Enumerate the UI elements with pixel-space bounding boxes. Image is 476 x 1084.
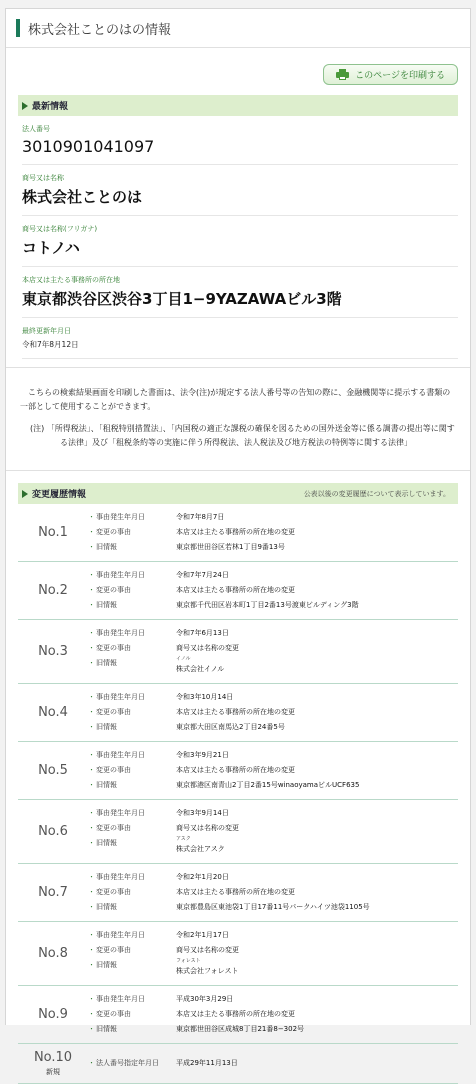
history-row (18, 1044, 458, 1084)
history-field-value (176, 583, 458, 598)
history-field-text: 平成29年11月13日 (176, 1059, 238, 1067)
history-field-value (176, 943, 458, 958)
history-number-text: No.8 (38, 946, 68, 961)
bullet-icon: ・ (88, 751, 95, 759)
history-field (88, 510, 458, 525)
latest-info-heading-label: 最新情報 (32, 102, 69, 112)
history-number (18, 763, 88, 778)
history-field-value (176, 885, 458, 900)
bullet-icon: ・ (88, 873, 95, 881)
history-field-value (176, 1022, 458, 1037)
history-field-value (176, 748, 458, 763)
history-number-text: No.5 (38, 763, 68, 778)
history-field-text: 本店又は主たる事務所の所在地の変更 (176, 888, 295, 896)
history-fields (88, 510, 458, 555)
bullet-icon: ・ (88, 693, 95, 701)
history-field-text: 東京都世田谷区成城8丁目21番8−302号 (176, 1025, 305, 1033)
history-field-label: 事由発生年月日 (96, 995, 145, 1003)
history-field-value (176, 540, 458, 555)
history-row (18, 620, 458, 684)
info-value: 3010901041097 (22, 137, 155, 156)
history-field-text: 令和7年6月13日 (176, 629, 229, 637)
history-field-text: 本店又は主たる事務所の所在地の変更 (176, 708, 295, 716)
history-field-value (176, 928, 458, 943)
history-field-label: 法人番号指定年月日 (96, 1059, 159, 1067)
history-number (18, 644, 88, 659)
history-field (88, 525, 458, 540)
corporate-info-page (5, 8, 471, 1076)
history-field-value (176, 900, 458, 915)
history-field-value (176, 656, 458, 677)
history-field (88, 763, 458, 778)
history-field (88, 836, 458, 857)
page-title: 株式会社ことのはの情報 (28, 22, 172, 38)
history-field-text: 株式会社イノル (176, 665, 225, 673)
history-fields (88, 928, 458, 979)
history-field-text: 令和7年8月7日 (176, 513, 225, 521)
bullet-icon: ・ (88, 766, 95, 774)
info-item (22, 318, 458, 359)
history-row (18, 864, 458, 922)
history-list (6, 504, 470, 1084)
history-field (88, 943, 458, 958)
history-field-text: 令和2年1月20日 (176, 873, 229, 881)
history-field (88, 540, 458, 555)
bullet-icon: ・ (88, 1010, 95, 1018)
bullet-icon: ・ (88, 586, 95, 594)
bullet-icon: ・ (88, 543, 95, 551)
info-value: 株式会社ことのは (22, 188, 143, 206)
printer-icon (336, 69, 349, 80)
history-field-text: 令和2年1月17日 (176, 931, 229, 939)
history-number (18, 946, 88, 961)
bullet-icon: ・ (88, 809, 95, 817)
history-field-label: 変更の事由 (96, 946, 131, 954)
history-field (88, 885, 458, 900)
print-page-button[interactable] (323, 64, 458, 85)
history-heading (18, 483, 458, 504)
history-row (18, 684, 458, 742)
bullet-icon: ・ (88, 528, 95, 536)
info-item (22, 165, 458, 216)
history-number (18, 583, 88, 598)
history-field-label: 事由発生年月日 (96, 809, 145, 817)
history-field-label: 事由発生年月日 (96, 571, 145, 579)
history-field-value (176, 958, 458, 979)
triangle-bullet-icon (22, 490, 28, 498)
history-field (88, 958, 458, 979)
history-field-value (176, 870, 458, 885)
latest-info-list (6, 116, 470, 359)
history-fields (88, 870, 458, 915)
history-number-text: No.2 (38, 583, 68, 598)
history-field-value (176, 1007, 458, 1022)
bullet-icon: ・ (88, 839, 95, 847)
history-field-text: 東京都世田谷区若林1丁目9番13号 (176, 543, 285, 551)
history-heading-label: 変更履歴情報 (32, 490, 87, 500)
history-row (18, 986, 458, 1044)
bullet-icon: ・ (88, 513, 95, 521)
history-field-label: 変更の事由 (96, 766, 131, 774)
history-field-label: 旧情報 (96, 961, 117, 969)
furigana: フォレスト (176, 958, 201, 964)
new-badge: 新規 (46, 1068, 60, 1076)
history-fields (88, 1056, 458, 1071)
history-number-text: No.1 (38, 525, 68, 540)
history-field-label: 変更の事由 (96, 586, 131, 594)
bullet-icon: ・ (88, 888, 95, 896)
history-field-text: 東京都豊島区東池袋1丁目17番11号パークハイツ池袋1105号 (176, 903, 370, 911)
history-field-label: 旧情報 (96, 1025, 117, 1033)
history-field-text: 株式会社フォレスト (176, 967, 239, 975)
history-field-text: 商号又は名称の変更 (176, 824, 239, 832)
history-fields (88, 626, 458, 677)
history-field-text: 本店又は主たる事務所の所在地の変更 (176, 1010, 295, 1018)
history-number-text: No.9 (38, 1007, 68, 1022)
history-field-text: 商号又は名称の変更 (176, 946, 239, 954)
history-field-value (176, 568, 458, 583)
history-fields (88, 992, 458, 1037)
history-field-value (176, 690, 458, 705)
history-field-label: 旧情報 (96, 543, 117, 551)
history-field-text: 株式会社アスク (176, 845, 225, 853)
history-field-value (176, 510, 458, 525)
history-number-text: No.6 (38, 824, 68, 839)
info-label: 本店又は主たる事務所の所在地 (22, 276, 120, 284)
bullet-icon: ・ (88, 659, 95, 667)
bullet-icon: ・ (88, 931, 95, 939)
history-field-value (176, 720, 458, 735)
history-number-text: No.4 (38, 705, 68, 720)
history-field-label: 旧情報 (96, 903, 117, 911)
history-field-value (176, 626, 458, 641)
history-number-text: No.7 (38, 885, 68, 900)
history-field-text: 東京都千代田区岩本町1丁目2番13号渡東ビルディング3階 (176, 601, 359, 609)
history-field-value (176, 763, 458, 778)
history-number (18, 1007, 88, 1022)
bullet-icon: ・ (88, 995, 95, 1003)
history-field (88, 1007, 458, 1022)
history-row (18, 562, 458, 620)
history-field-text: 本店又は主たる事務所の所在地の変更 (176, 766, 295, 774)
history-fields (88, 690, 458, 735)
print-notice (6, 367, 470, 471)
history-number-text: No.10 (33, 1050, 73, 1065)
history-field-text: 令和3年9月14日 (176, 809, 229, 817)
history-field (88, 656, 458, 677)
history-field-label: 事由発生年月日 (96, 931, 145, 939)
history-field-text: 本店又は主たる事務所の所在地の変更 (176, 528, 295, 536)
info-item (22, 267, 458, 318)
history-field-label: 旧情報 (96, 781, 117, 789)
history-field-text: 東京都大田区南馬込2丁目24番5号 (176, 723, 285, 731)
history-number (18, 705, 88, 720)
history-field-text: 令和3年9月21日 (176, 751, 229, 759)
history-field-label: 変更の事由 (96, 1010, 131, 1018)
history-field-value (176, 806, 458, 821)
history-field-value (176, 641, 458, 656)
history-number-text: No.3 (38, 644, 68, 659)
history-field-value (176, 821, 458, 836)
history-field-label: 旧情報 (96, 723, 117, 731)
info-label: 商号又は名称(フリガナ) (22, 225, 98, 233)
history-field-value (176, 525, 458, 540)
history-field (88, 870, 458, 885)
bullet-icon: ・ (88, 708, 95, 716)
info-value: コトノハ (22, 239, 80, 257)
history-number (18, 824, 88, 839)
history-note: 公表以後の変更履歴について表示しています。 (303, 489, 450, 498)
history-field-value (176, 598, 458, 613)
history-row (18, 800, 458, 864)
bullet-icon: ・ (88, 824, 95, 832)
history-number (18, 885, 88, 900)
bullet-icon: ・ (88, 629, 95, 637)
bullet-icon: ・ (88, 1025, 95, 1033)
bullet-icon: ・ (88, 946, 95, 954)
history-field-value (176, 705, 458, 720)
info-label: 最終更新年月日 (22, 327, 71, 335)
history-field-label: 旧情報 (96, 659, 117, 667)
history-field-value (176, 836, 458, 857)
history-field-label: 変更の事由 (96, 528, 131, 536)
history-field (88, 748, 458, 763)
info-value: 令和7年8月12日 (22, 340, 79, 349)
bullet-icon: ・ (88, 644, 95, 652)
history-field-text: 令和7年7月24日 (176, 571, 229, 579)
history-field-label: 事由発生年月日 (96, 751, 145, 759)
history-fields (88, 748, 458, 793)
history-field (88, 568, 458, 583)
history-row (18, 742, 458, 800)
history-field-label: 変更の事由 (96, 708, 131, 716)
history-field (88, 705, 458, 720)
info-value: 東京都渋谷区渋谷3丁目1−9YAZAWAビル3階 (22, 290, 342, 308)
history-field (88, 992, 458, 1007)
history-field-value (176, 778, 458, 793)
bullet-icon: ・ (88, 781, 95, 789)
history-field (88, 1022, 458, 1037)
history-field-text: 東京都港区南青山2丁目2番15号winaoyamaビルUCF635 (176, 781, 360, 789)
triangle-bullet-icon (22, 102, 28, 110)
history-field-value (176, 992, 458, 1007)
history-field (88, 821, 458, 836)
history-field (88, 598, 458, 613)
history-field-label: 旧情報 (96, 839, 117, 847)
history-field (88, 1056, 458, 1071)
history-field-text: 本店又は主たる事務所の所在地の変更 (176, 586, 295, 594)
print-button-label: このページを印刷する (355, 71, 445, 81)
furigana: アスク (176, 836, 191, 842)
history-field (88, 928, 458, 943)
history-field-text: 令和3年10月14日 (176, 693, 234, 701)
info-item (22, 116, 458, 165)
history-field-text: 平成30年3月29日 (176, 995, 234, 1003)
bullet-icon: ・ (88, 961, 95, 969)
history-field-label: 事由発生年月日 (96, 873, 145, 881)
bullet-icon: ・ (88, 723, 95, 731)
history-field (88, 900, 458, 915)
history-field-label: 変更の事由 (96, 888, 131, 896)
history-field-label: 旧情報 (96, 601, 117, 609)
history-field-label: 変更の事由 (96, 644, 131, 652)
history-field-text: 商号又は名称の変更 (176, 644, 239, 652)
history-field-label: 事由発生年月日 (96, 513, 145, 521)
info-item (22, 216, 458, 267)
page-header (6, 9, 470, 48)
history-field (88, 778, 458, 793)
history-field (88, 806, 458, 821)
print-row (6, 48, 470, 85)
history-field-label: 事由発生年月日 (96, 693, 145, 701)
history-row (18, 922, 458, 986)
bullet-icon: ・ (88, 601, 95, 609)
history-field (88, 720, 458, 735)
info-label: 商号又は名称 (22, 174, 64, 182)
history-field-value (176, 1056, 458, 1071)
bullet-icon: ・ (88, 903, 95, 911)
history-field-label: 変更の事由 (96, 824, 131, 832)
notice-text: こちらの検索結果画面を印刷した書面は、法令(注)が規定する法人番号等の告知の際に、金融機関等に提示する書類の一部として使用することができます。 (20, 388, 451, 411)
notice-footnote: (注) 「所得税法」、「租税特別措置法」、「内国税の適正な課税の確保を図るための国外送金等に係る調書の提出等に関する法律」及び「租税条約等の実施に伴う所得税法、法人税法及び地方税法の特例等に関する法律」 (30, 424, 455, 447)
header-accent-bar (16, 19, 20, 37)
history-number (18, 1050, 88, 1077)
history-fields (88, 806, 458, 857)
bullet-icon: ・ (88, 571, 95, 579)
history-field (88, 641, 458, 656)
latest-info-heading (18, 95, 458, 116)
history-field (88, 690, 458, 705)
furigana: イノル (176, 656, 191, 662)
history-number (18, 525, 88, 540)
history-field-label: 事由発生年月日 (96, 629, 145, 637)
history-field (88, 583, 458, 598)
bullet-icon: ・ (88, 1059, 95, 1067)
info-label: 法人番号 (22, 125, 50, 133)
history-field (88, 626, 458, 641)
history-row (18, 504, 458, 562)
history-fields (88, 568, 458, 613)
